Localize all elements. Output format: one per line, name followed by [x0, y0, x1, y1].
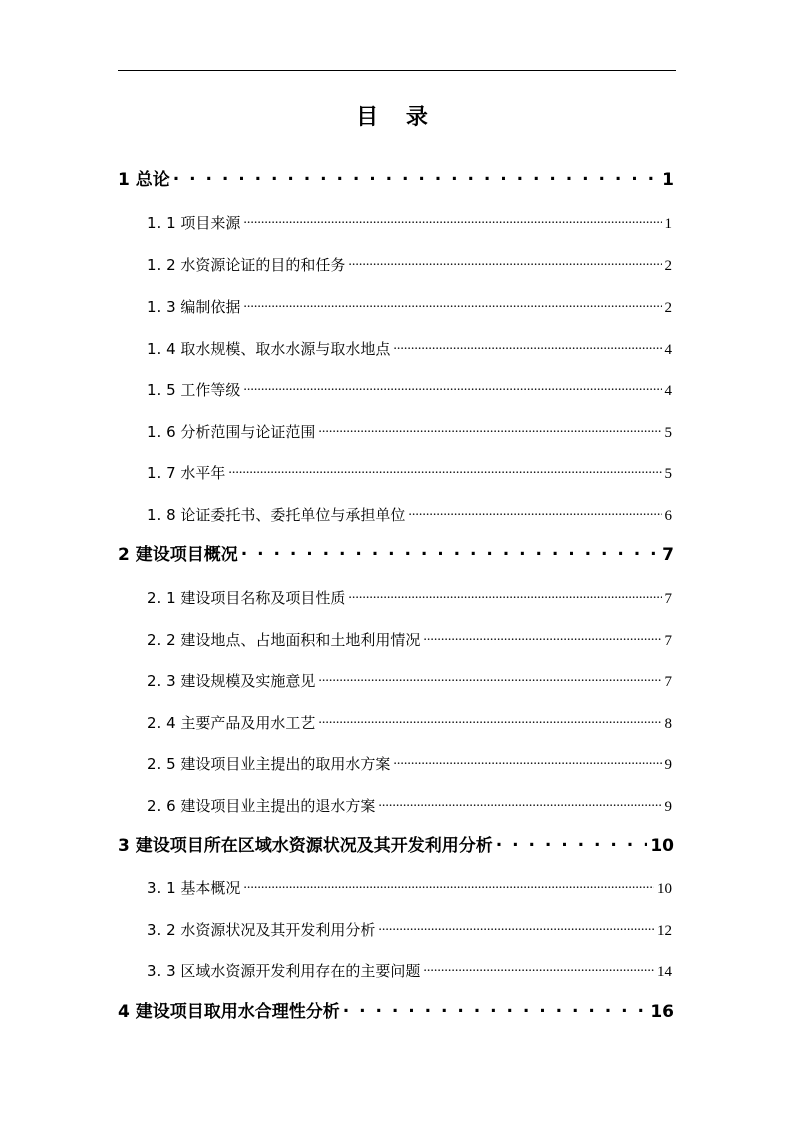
- toc-dot-leader: [243, 297, 661, 312]
- toc-entry-label: 2. 1 建设项目名称及项目性质: [147, 589, 346, 607]
- toc-entry-label: 3. 3 区域水资源开发利用存在的主要问题: [147, 962, 421, 980]
- toc-page-number: 1: [662, 170, 674, 190]
- toc-entry-label: 1. 2 水资源论证的目的和任务: [147, 256, 346, 274]
- toc-page-number: 16: [650, 1002, 674, 1022]
- toc-entry-label: 2. 3 建设规模及实施意见: [147, 672, 316, 690]
- toc-entry-section-2-4[interactable]: [147, 712, 672, 734]
- toc-entry-label: 2. 5 建设项目业主提出的取用水方案: [147, 755, 391, 773]
- toc-page-number: 8: [664, 716, 672, 732]
- toc-dot-leader: [408, 505, 661, 520]
- header-rule: [118, 70, 676, 71]
- toc-entry-label: 1 总论: [118, 170, 170, 190]
- toc-page-number: 2: [664, 258, 672, 274]
- toc-page-number: 14: [657, 964, 672, 980]
- toc-page-number: 9: [664, 757, 672, 773]
- toc-dot-leader: [423, 961, 654, 976]
- toc-entry-section-2-1[interactable]: [147, 587, 672, 609]
- toc-page-number: 1: [664, 216, 672, 232]
- toc-entry-section-2-5[interactable]: [147, 753, 672, 775]
- toc-entry-chapter-4[interactable]: [118, 1000, 674, 1024]
- toc-entry-label: 1. 7 水平年: [147, 464, 226, 482]
- toc-page-number: 10: [657, 881, 672, 897]
- toc-entry-section-2-3[interactable]: [147, 670, 672, 692]
- toc-page-number: 9: [664, 799, 672, 815]
- toc-entry-section-1-6[interactable]: [147, 421, 672, 443]
- toc-entry-label: 1. 8 论证委托书、委托单位与承担单位: [147, 506, 406, 524]
- toc-entry-section-2-6[interactable]: [147, 795, 672, 817]
- toc-dot-leader: [318, 671, 661, 686]
- toc-page-number: 7: [664, 674, 672, 690]
- toc-entry-label: 1. 1 项目来源: [147, 214, 241, 232]
- toc-entry-section-2-2[interactable]: [147, 629, 672, 651]
- toc-entry-label: 3 建设项目所在区域水资源状况及其开发利用分析: [118, 836, 493, 856]
- toc-page-number: 4: [664, 342, 672, 358]
- toc-page-number: 10: [650, 836, 674, 856]
- toc-entry-label: 3. 1 基本概况: [147, 879, 241, 897]
- toc-dot-leader: [173, 168, 659, 185]
- toc-page-number: 2: [664, 300, 672, 316]
- toc-dot-leader: [378, 796, 661, 811]
- toc-entry-section-1-7[interactable]: [147, 462, 672, 484]
- toc-page-number: 5: [664, 425, 672, 441]
- toc-page-number: 5: [664, 466, 672, 482]
- toc-dot-leader: [393, 754, 661, 769]
- toc-entry-label: 2. 4 主要产品及用水工艺: [147, 714, 316, 732]
- toc-entry-section-3-2[interactable]: [147, 919, 672, 941]
- toc-page-number: 4: [664, 383, 672, 399]
- toc-dot-leader: [318, 422, 661, 437]
- toc-entry-section-1-5[interactable]: [147, 379, 672, 401]
- toc-entry-label: 1. 3 编制依据: [147, 298, 241, 316]
- toc-dot-leader: [318, 713, 661, 728]
- toc-entry-label: 1. 5 工作等级: [147, 381, 241, 399]
- toc-entry-label: 1. 4 取水规模、取水水源与取水地点: [147, 340, 391, 358]
- toc-entry-label: 2 建设项目概况: [118, 545, 238, 565]
- toc-entry-label: 3. 2 水资源状况及其开发利用分析: [147, 921, 376, 939]
- toc-dot-leader: [393, 339, 661, 354]
- toc-entry-section-1-1[interactable]: [147, 212, 672, 234]
- toc-dot-leader: [243, 213, 661, 228]
- toc-dot-leader: [348, 588, 661, 603]
- toc-entry-chapter-1[interactable]: [118, 168, 674, 192]
- toc-entry-label: 2. 6 建设项目业主提出的退水方案: [147, 797, 376, 815]
- toc-entry-label: 1. 6 分析范围与论证范围: [147, 423, 316, 441]
- toc-page-number: 7: [664, 591, 672, 607]
- toc-dot-leader: [243, 380, 661, 395]
- toc-entry-label: 2. 2 建设地点、占地面积和土地利用情况: [147, 631, 421, 649]
- toc-dot-leader: [343, 1000, 648, 1017]
- toc-entry-label: 4 建设项目取用水合理性分析: [118, 1002, 340, 1022]
- toc-page-number: 7: [664, 633, 672, 649]
- toc-dot-leader: [241, 543, 659, 560]
- toc-entry-section-1-3[interactable]: [147, 296, 672, 318]
- toc-entry-section-3-1[interactable]: [147, 877, 672, 899]
- toc-entry-section-1-8[interactable]: [147, 504, 672, 526]
- toc-entry-section-3-3[interactable]: [147, 960, 672, 982]
- toc-entry-chapter-3[interactable]: [118, 834, 674, 858]
- toc-entry-chapter-2[interactable]: [118, 543, 674, 567]
- toc-dot-leader: [378, 920, 654, 935]
- toc-dot-leader: [243, 878, 654, 893]
- toc-entry-section-1-2[interactable]: [147, 254, 672, 276]
- toc-dot-leader: [496, 834, 648, 851]
- toc-dot-leader: [348, 255, 661, 270]
- toc-page-number: 7: [662, 545, 674, 565]
- toc-dot-leader: [423, 630, 661, 645]
- toc-title: 目 录: [356, 105, 438, 130]
- toc-entry-section-1-4[interactable]: [147, 338, 672, 360]
- toc-dot-leader: [228, 463, 661, 478]
- toc-page-number: 6: [664, 508, 672, 524]
- toc-page-number: 12: [657, 923, 672, 939]
